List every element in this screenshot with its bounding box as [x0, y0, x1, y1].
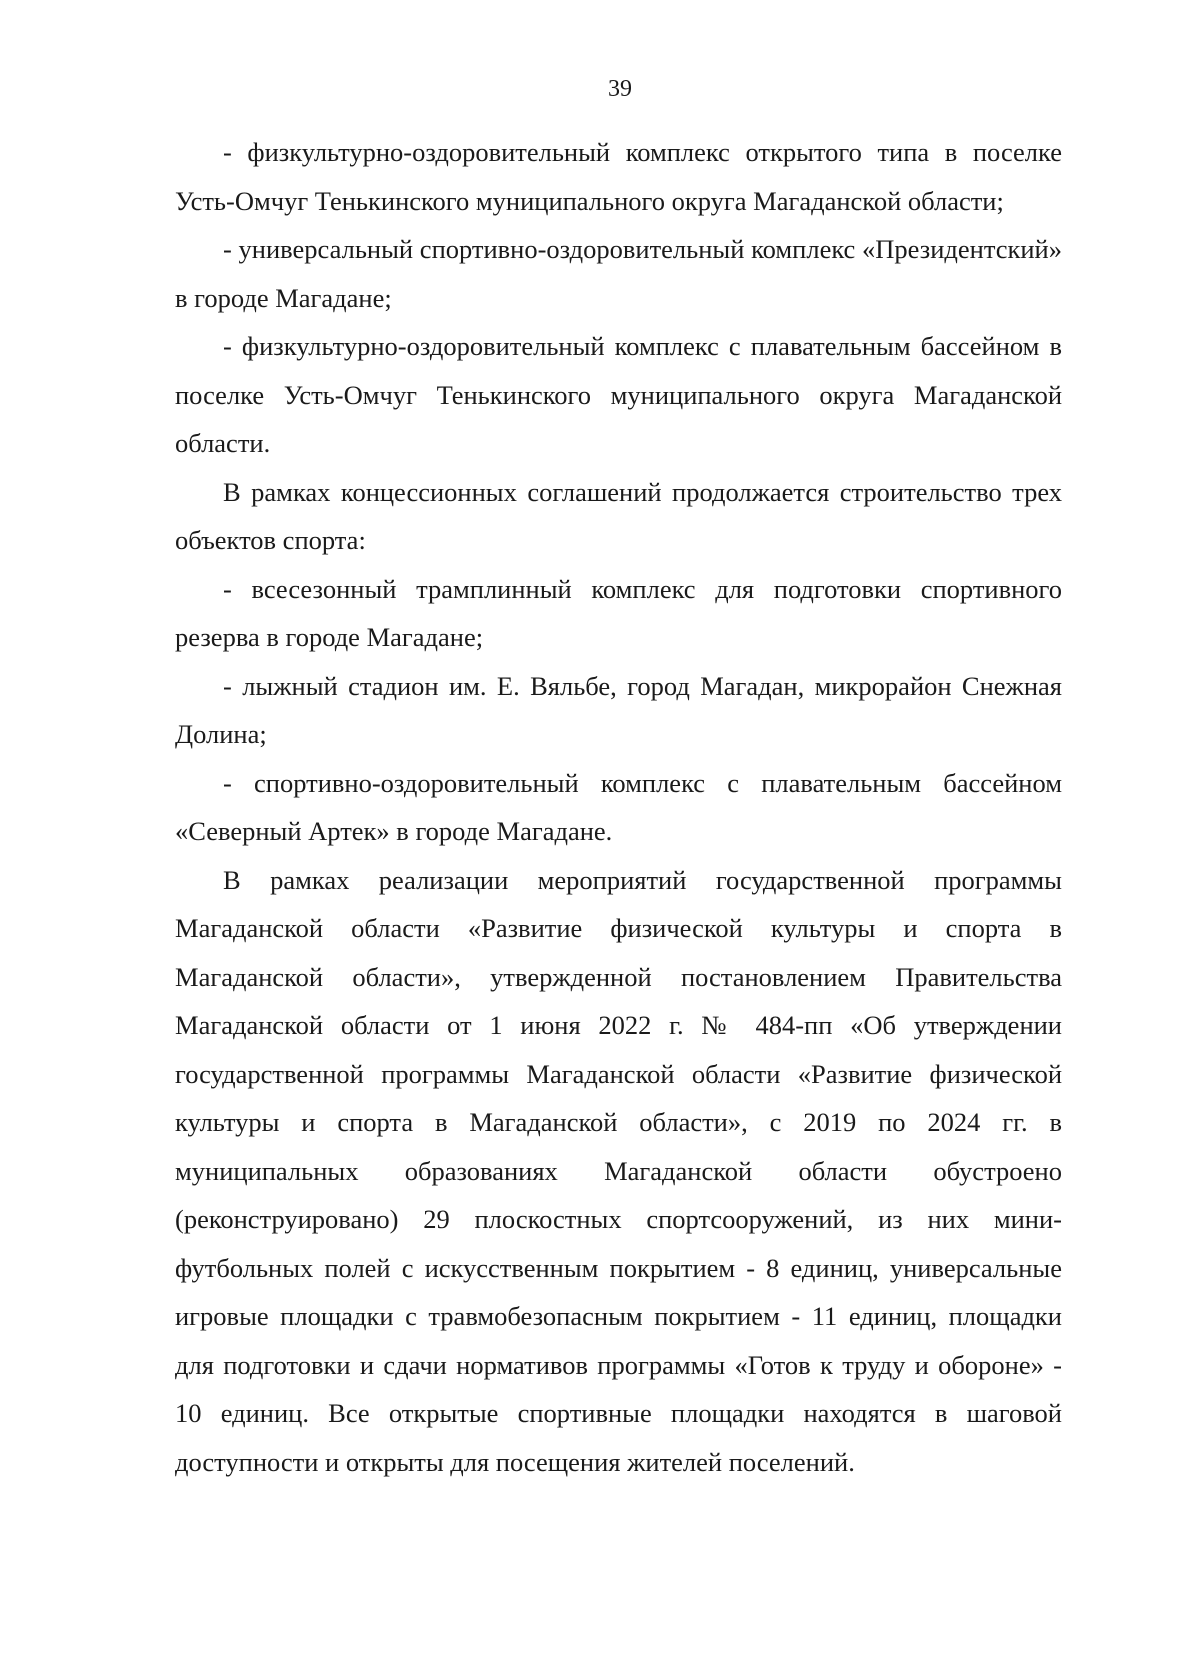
- paragraph-state-program: В рамках реализации мероприятий государственной программы Магаданской области «Развитие физической культуры и спорта в Магаданской области», утвержденной постановлением Правительства Магаданской области от 1 июня 2022 г. № 484-пп «Об утверждении государственной программы Магаданской области «Развитие физической культуры и спорта в Магаданской области», с 2019 по 2024 гг. в муниципальных образованиях Магаданской области обустроено (реконструировано) 29 плоскостных спортсооружений, из них мини-футбольных полей с искусственным покрытием - 8 единиц, универсальные игровые площадки с травмобезопасным покрытием - 11 единиц, площадки для подготовки и сдачи нормативов программы «Готов к труду и обороне» - 10 единиц. Все открытые спортивные площадки находятся в шаговой доступности и открыты для посещения жителей поселений.: [175, 864, 1062, 1477]
- page-number: 39: [608, 76, 632, 102]
- paragraph-concession-intro: В рамках концессионных соглашений продолжается строительство трех объектов спорта:: [175, 476, 1062, 555]
- paragraph-pool-complex-ust-omchug: - физкультурно-оздоровительный комплекс с плавательным бассейном в поселке Усть-Омчуг Тенькинского муниципального округа Магаданской области.: [175, 331, 1062, 458]
- document-body: [175, 128, 1062, 1486]
- paragraph-ski-stadium: - лыжный стадион им. Е. Вяльбе, город Магадан, микрорайон Снежная Долина;: [175, 670, 1062, 749]
- paragraph-severny-artek: - спортивно-оздоровительный комплекс с плавательным бассейном «Северный Артек» в городе Магадане.: [175, 767, 1062, 846]
- paragraph-sports-complex-ust-omchug: - физкультурно-оздоровительный комплекс открытого типа в поселке Усть-Омчуг Тенькинского муниципального округа Магаданской области;: [175, 137, 1062, 216]
- paragraph-prezidentsky-complex: - универсальный спортивно-оздоровительный комплекс «Президентский» в городе Магадане;: [175, 234, 1062, 313]
- paragraph-ski-jump-complex: - всесезонный трамплинный комплекс для подготовки спортивного резерва в городе Магадане;: [175, 573, 1062, 652]
